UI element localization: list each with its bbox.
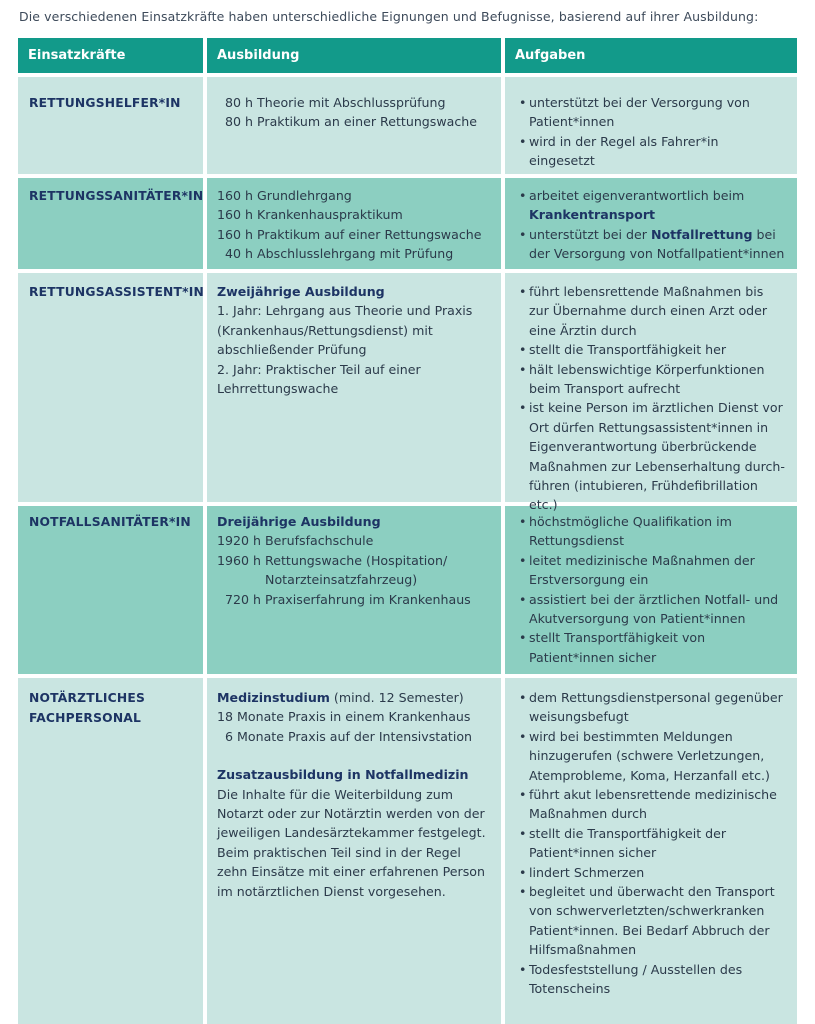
- header-einsatzkraefte: Einsatzkräfte: [18, 38, 203, 73]
- task-item: • Todesfeststellung / Ausstellen des Totenscheins: [519, 960, 787, 999]
- task-item: • leitet medizinische Maßnahmen der Erstversorgung ein: [519, 551, 787, 590]
- training-text: Die Inhalte für die Weiterbildung zum Notarzt oder zur Notärztin werden von der jeweiligen Landesärztekammer festgelegt. Beim praktischen Teil sind in der Regel zehn Einsätze mit einer erfahrenen Person im notärztlichen Dienst vorgesehen.: [217, 786, 486, 899]
- training-title: Dreijährige Ausbildung: [217, 514, 381, 529]
- table-row: [18, 273, 797, 513]
- row-training: [207, 678, 501, 1024]
- training-line: Notarzteinsatzfahrzeug): [217, 572, 418, 588]
- table-row: [18, 178, 797, 269]
- row-name: NOTFALLSANITÄTER*IN: [18, 506, 203, 674]
- task-item: • wird bei bestimmten Meldungen hinzugerufen (schwere Verletzungen, Atemprobleme, Koma, Herzanfall etc.): [519, 727, 787, 785]
- training-line: 1960 h Rettungswache (Hospitation/: [217, 552, 448, 568]
- training-title: Zusatzausbildung in Notfallmedizin: [217, 767, 469, 783]
- training-line: 6 Monate Praxis auf der Intensivstation: [217, 728, 473, 744]
- row-tasks: [505, 77, 797, 174]
- task-item: • arbeitet eigenverantwortlich beim Krankentransport: [519, 186, 787, 225]
- task-item: • hält lebenswichtige Körperfunktionen beim Transport aufrecht: [519, 360, 787, 399]
- row-training: [207, 77, 501, 174]
- training-line: 18 Monate Praxis in einem Krankenhaus: [217, 709, 471, 725]
- training-line: 80 h Theorie mit Abschlussprüfung: [217, 95, 446, 110]
- row-tasks: [505, 273, 797, 513]
- training-line: 2. Jahr: Praktischer Teil auf einer Lehrrettungswache: [217, 361, 421, 397]
- table-row: [18, 77, 797, 174]
- task-item: • lindert Schmerzen: [519, 863, 787, 882]
- task-item: • ist keine Person im ärztlichen Dienst vor Ort dürfen Rettungsassistent*innen in Eigenverantwortung überbrückende Maßnahmen zur Lebenserhaltung durch-führen (intubieren, Frühdefibrillation etc.): [519, 398, 787, 514]
- row-training: [207, 178, 501, 269]
- row-tasks: [505, 178, 797, 269]
- header-ausbildung: Ausbildung: [207, 38, 501, 73]
- qualification-table: [18, 38, 797, 1024]
- task-item: • führt lebensrettende Maßnahmen bis zur Übernahme durch einen Arzt oder eine Ärztin durch: [519, 282, 787, 340]
- task-item: • dem Rettungsdienstpersonal gegenüber weisungsbefugt: [519, 688, 787, 727]
- row-name: RETTUNGSASSISTENT*IN: [18, 273, 203, 502]
- training-line: 160 h Grundlehrgang: [217, 188, 352, 203]
- task-item: • stellt die Transportfähigkeit her: [519, 340, 787, 359]
- training-line: 1. Jahr: Lehrgang aus Theorie und Praxis (Krankenhaus/Rettungsdienst) mit abschließender Prüfung: [217, 303, 473, 358]
- row-training: [207, 506, 501, 674]
- task-item: • begleitet und überwacht den Transport von schwerverletzten/schwerkranken Patient*innen. Bei Bedarf Abbruch der Hilfsmaßnahmen: [519, 882, 787, 960]
- row-tasks: [505, 678, 797, 1024]
- training-line: 1920 h Berufsfachschule: [217, 533, 374, 549]
- row-name: NOTÄRZTLICHES FACHPERSONAL: [18, 678, 203, 1024]
- row-name: RETTUNGSSANITÄTER*IN: [18, 178, 203, 269]
- task-item: • unterstützt bei der Versorgung von Patient*innen: [519, 93, 787, 132]
- intro-text: Die verschiedenen Einsatzkräfte haben unterschiedliche Eignungen und Befugnisse, basierend auf ihrer Ausbildung:: [19, 9, 759, 24]
- header-aufgaben: Aufgaben: [505, 38, 797, 73]
- training-line: 720 h Praxiserfahrung im Krankenhaus: [217, 591, 471, 607]
- training-line: 160 h Krankenhauspraktikum: [217, 207, 403, 223]
- task-item: • höchstmögliche Qualifikation im Rettungsdienst: [519, 512, 787, 551]
- training-line: 40 h Abschlusslehrgang mit Prüfung: [217, 246, 454, 262]
- table-row: [18, 506, 797, 674]
- task-item: • stellt die Transportfähigkeit der Patient*innen sicher: [519, 824, 787, 863]
- task-item: • führt akut lebensrettende medizinische Maßnahmen durch: [519, 785, 787, 824]
- task-item: • unterstützt bei der Notfallrettung bei der Versorgung von Notfallpatient*innen: [519, 225, 787, 264]
- training-title: Medizinstudium (mind. 12 Semester): [217, 690, 464, 705]
- task-item: • assistiert bei der ärztlichen Notfall- und Akutversorgung von Patient*innen: [519, 590, 787, 629]
- row-training: [207, 273, 501, 502]
- row-tasks: [505, 506, 797, 674]
- task-item: • stellt Transportfähigkeit von Patient*innen sicher: [519, 628, 787, 667]
- task-item: • wird in der Regel als Fahrer*in eingesetzt: [519, 132, 787, 171]
- training-line: 80 h Praktikum an einer Rettungswache: [217, 114, 478, 130]
- table-row: [18, 678, 797, 1024]
- row-name: RETTUNGSHELFER*IN: [18, 77, 203, 174]
- training-line: 160 h Praktikum auf einer Rettungswache: [217, 226, 482, 242]
- training-title: Zweijährige Ausbildung: [217, 284, 385, 299]
- table-header: [18, 38, 797, 73]
